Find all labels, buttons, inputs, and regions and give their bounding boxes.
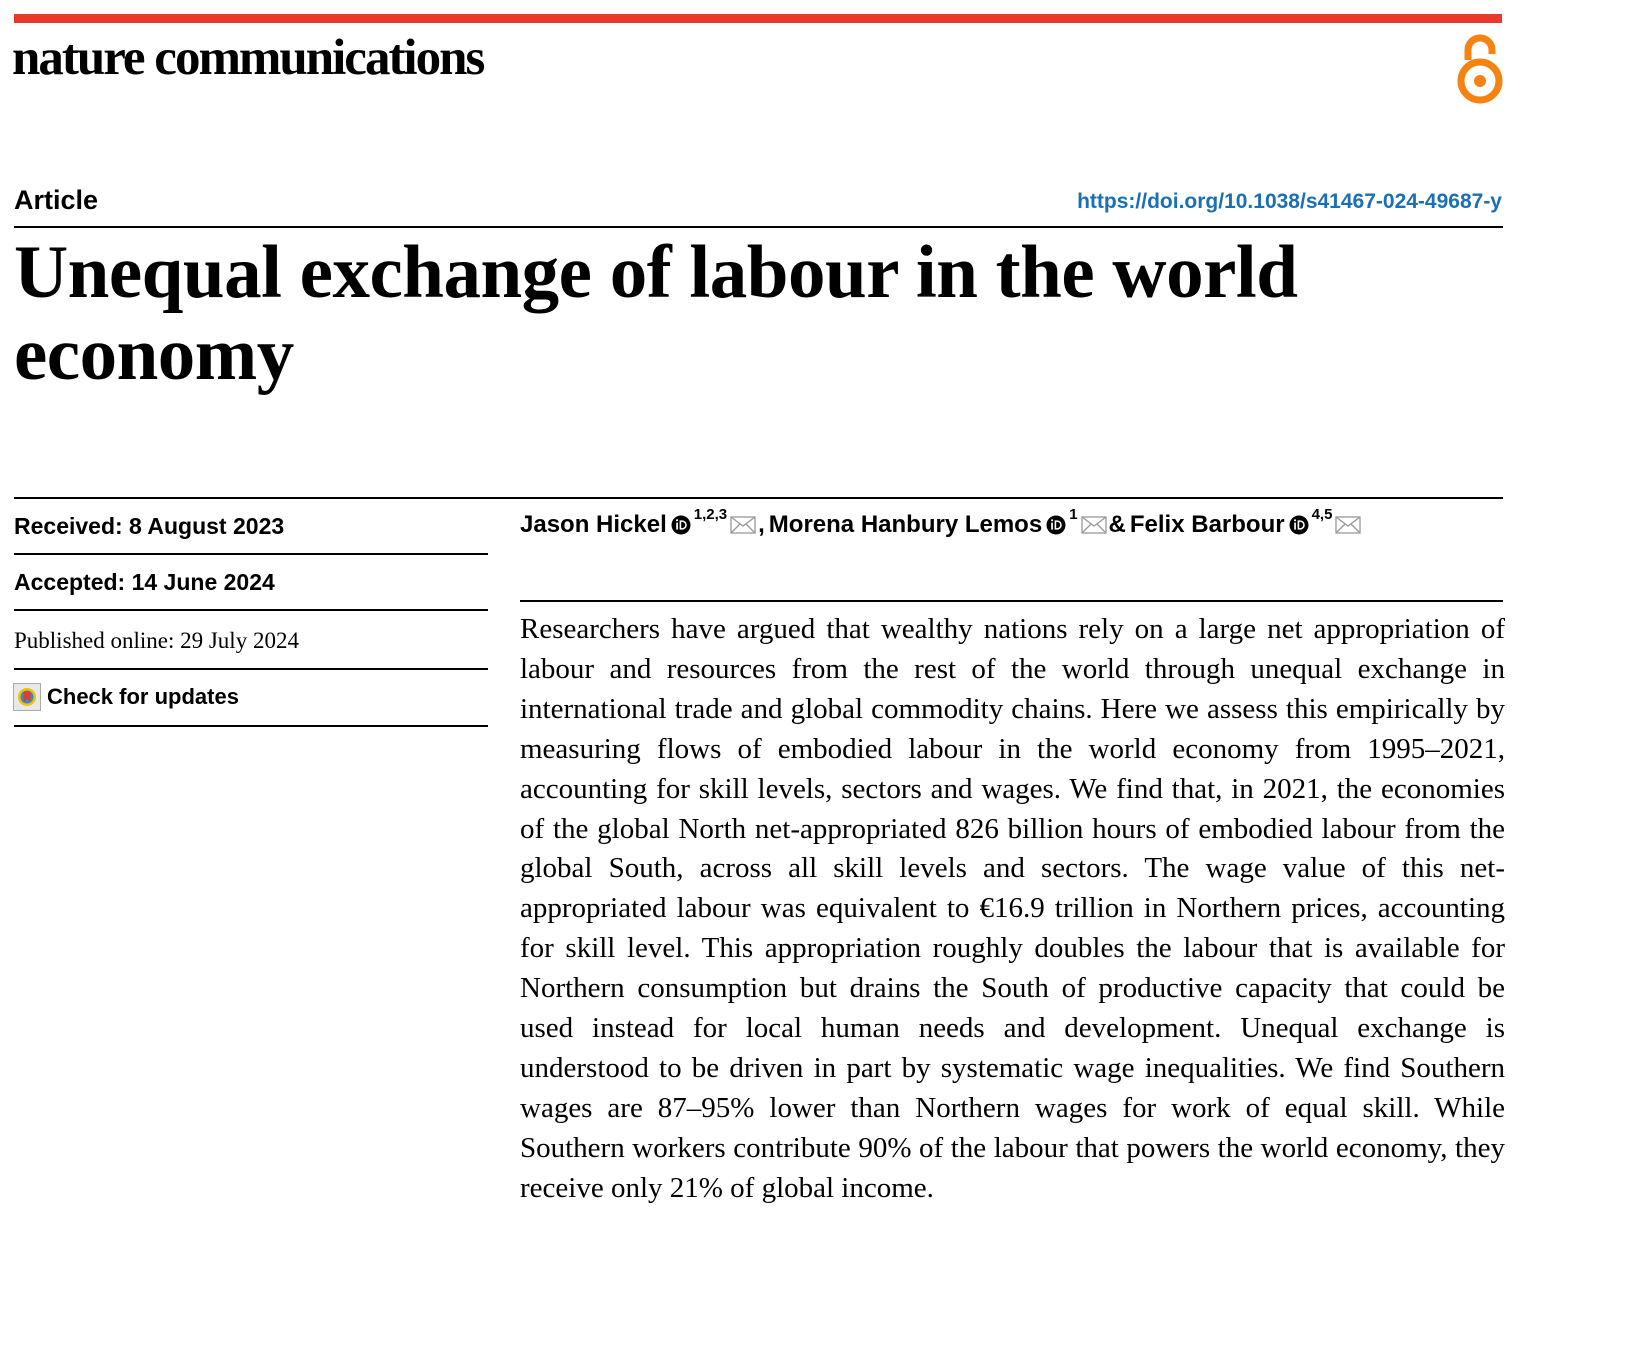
brand-top-bar xyxy=(14,14,1502,23)
orcid-icon[interactable] xyxy=(671,515,691,535)
author-affiliations: 1 xyxy=(1069,506,1078,523)
orcid-icon[interactable] xyxy=(1046,515,1066,535)
author-affiliations: 4,5 xyxy=(1311,506,1333,523)
journal-name: nature communications xyxy=(12,30,484,86)
author-name[interactable]: Felix Barbour xyxy=(1129,511,1285,538)
accepted-divider xyxy=(14,609,488,611)
published-divider xyxy=(14,668,488,670)
email-icon[interactable] xyxy=(1335,516,1361,534)
author-item xyxy=(520,508,769,542)
author-name[interactable]: Morena Hanbury Lemos xyxy=(768,511,1043,538)
meta-top-divider xyxy=(14,497,1503,499)
check-for-updates-button[interactable] xyxy=(13,682,239,712)
email-icon[interactable] xyxy=(730,516,756,534)
open-access-icon xyxy=(1454,30,1506,106)
published-date: Published online: 29 July 2024 xyxy=(14,628,299,653)
author-affiliations: 1,2,3 xyxy=(693,506,728,523)
abstract-text: Researchers have argued that wealthy nations rely on a large net appropriation of labour and resources from the rest of the world through unequal exchange in international trade and global commodity chains. Here we assess this empirically by measuring flows of embodied labour in the world economy from 1995–2021, accounting for skill levels, sectors and wages. We find that, in 2021, the economies of the global North net-appropriated 826 billion hours of embodied labour from the global South, across all skill levels and sectors. The wage value of this net-appropriated labour was equivalent to €16.9 trillion in Northern prices, accounting for skill level. This appropriation roughly doubles the labour that is available for Northern consumption but drains the South of productive capacity that could be used instead for local human needs and development. Unequal exchange is understood to be driven in part by systematic wage inequalities. We find Southern wages are 87–95% lower than Northern wages for work of equal skill. While Southern workers contribute 90% of the labour that powers the world economy, they receive only 21% of global income. xyxy=(520,613,1505,1204)
doi-link[interactable]: https://doi.org/10.1038/s41467-024-49687-y xyxy=(1077,190,1502,213)
check-for-updates-icon xyxy=(13,683,41,711)
author-separator: , xyxy=(758,511,765,538)
received-date: Received: 8 August 2023 xyxy=(14,513,285,539)
check-updates-divider xyxy=(14,725,488,727)
title-top-divider xyxy=(14,226,1503,228)
abstract-top-divider xyxy=(520,600,1503,602)
email-icon[interactable] xyxy=(1081,516,1107,534)
author-item xyxy=(1130,508,1362,542)
orcid-icon[interactable] xyxy=(1289,515,1309,535)
article-title: Unequal exchange of labour in the world economy xyxy=(14,231,1298,396)
author-name[interactable]: Jason Hickel xyxy=(520,511,667,538)
author-list xyxy=(520,508,1361,542)
author-item xyxy=(769,508,1130,542)
accepted-date: Accepted: 14 June 2024 xyxy=(14,569,275,595)
received-divider xyxy=(14,553,488,555)
article-type-label: Article xyxy=(14,185,99,215)
author-separator: & xyxy=(1108,511,1126,538)
check-for-updates-label: Check for updates xyxy=(47,684,239,709)
